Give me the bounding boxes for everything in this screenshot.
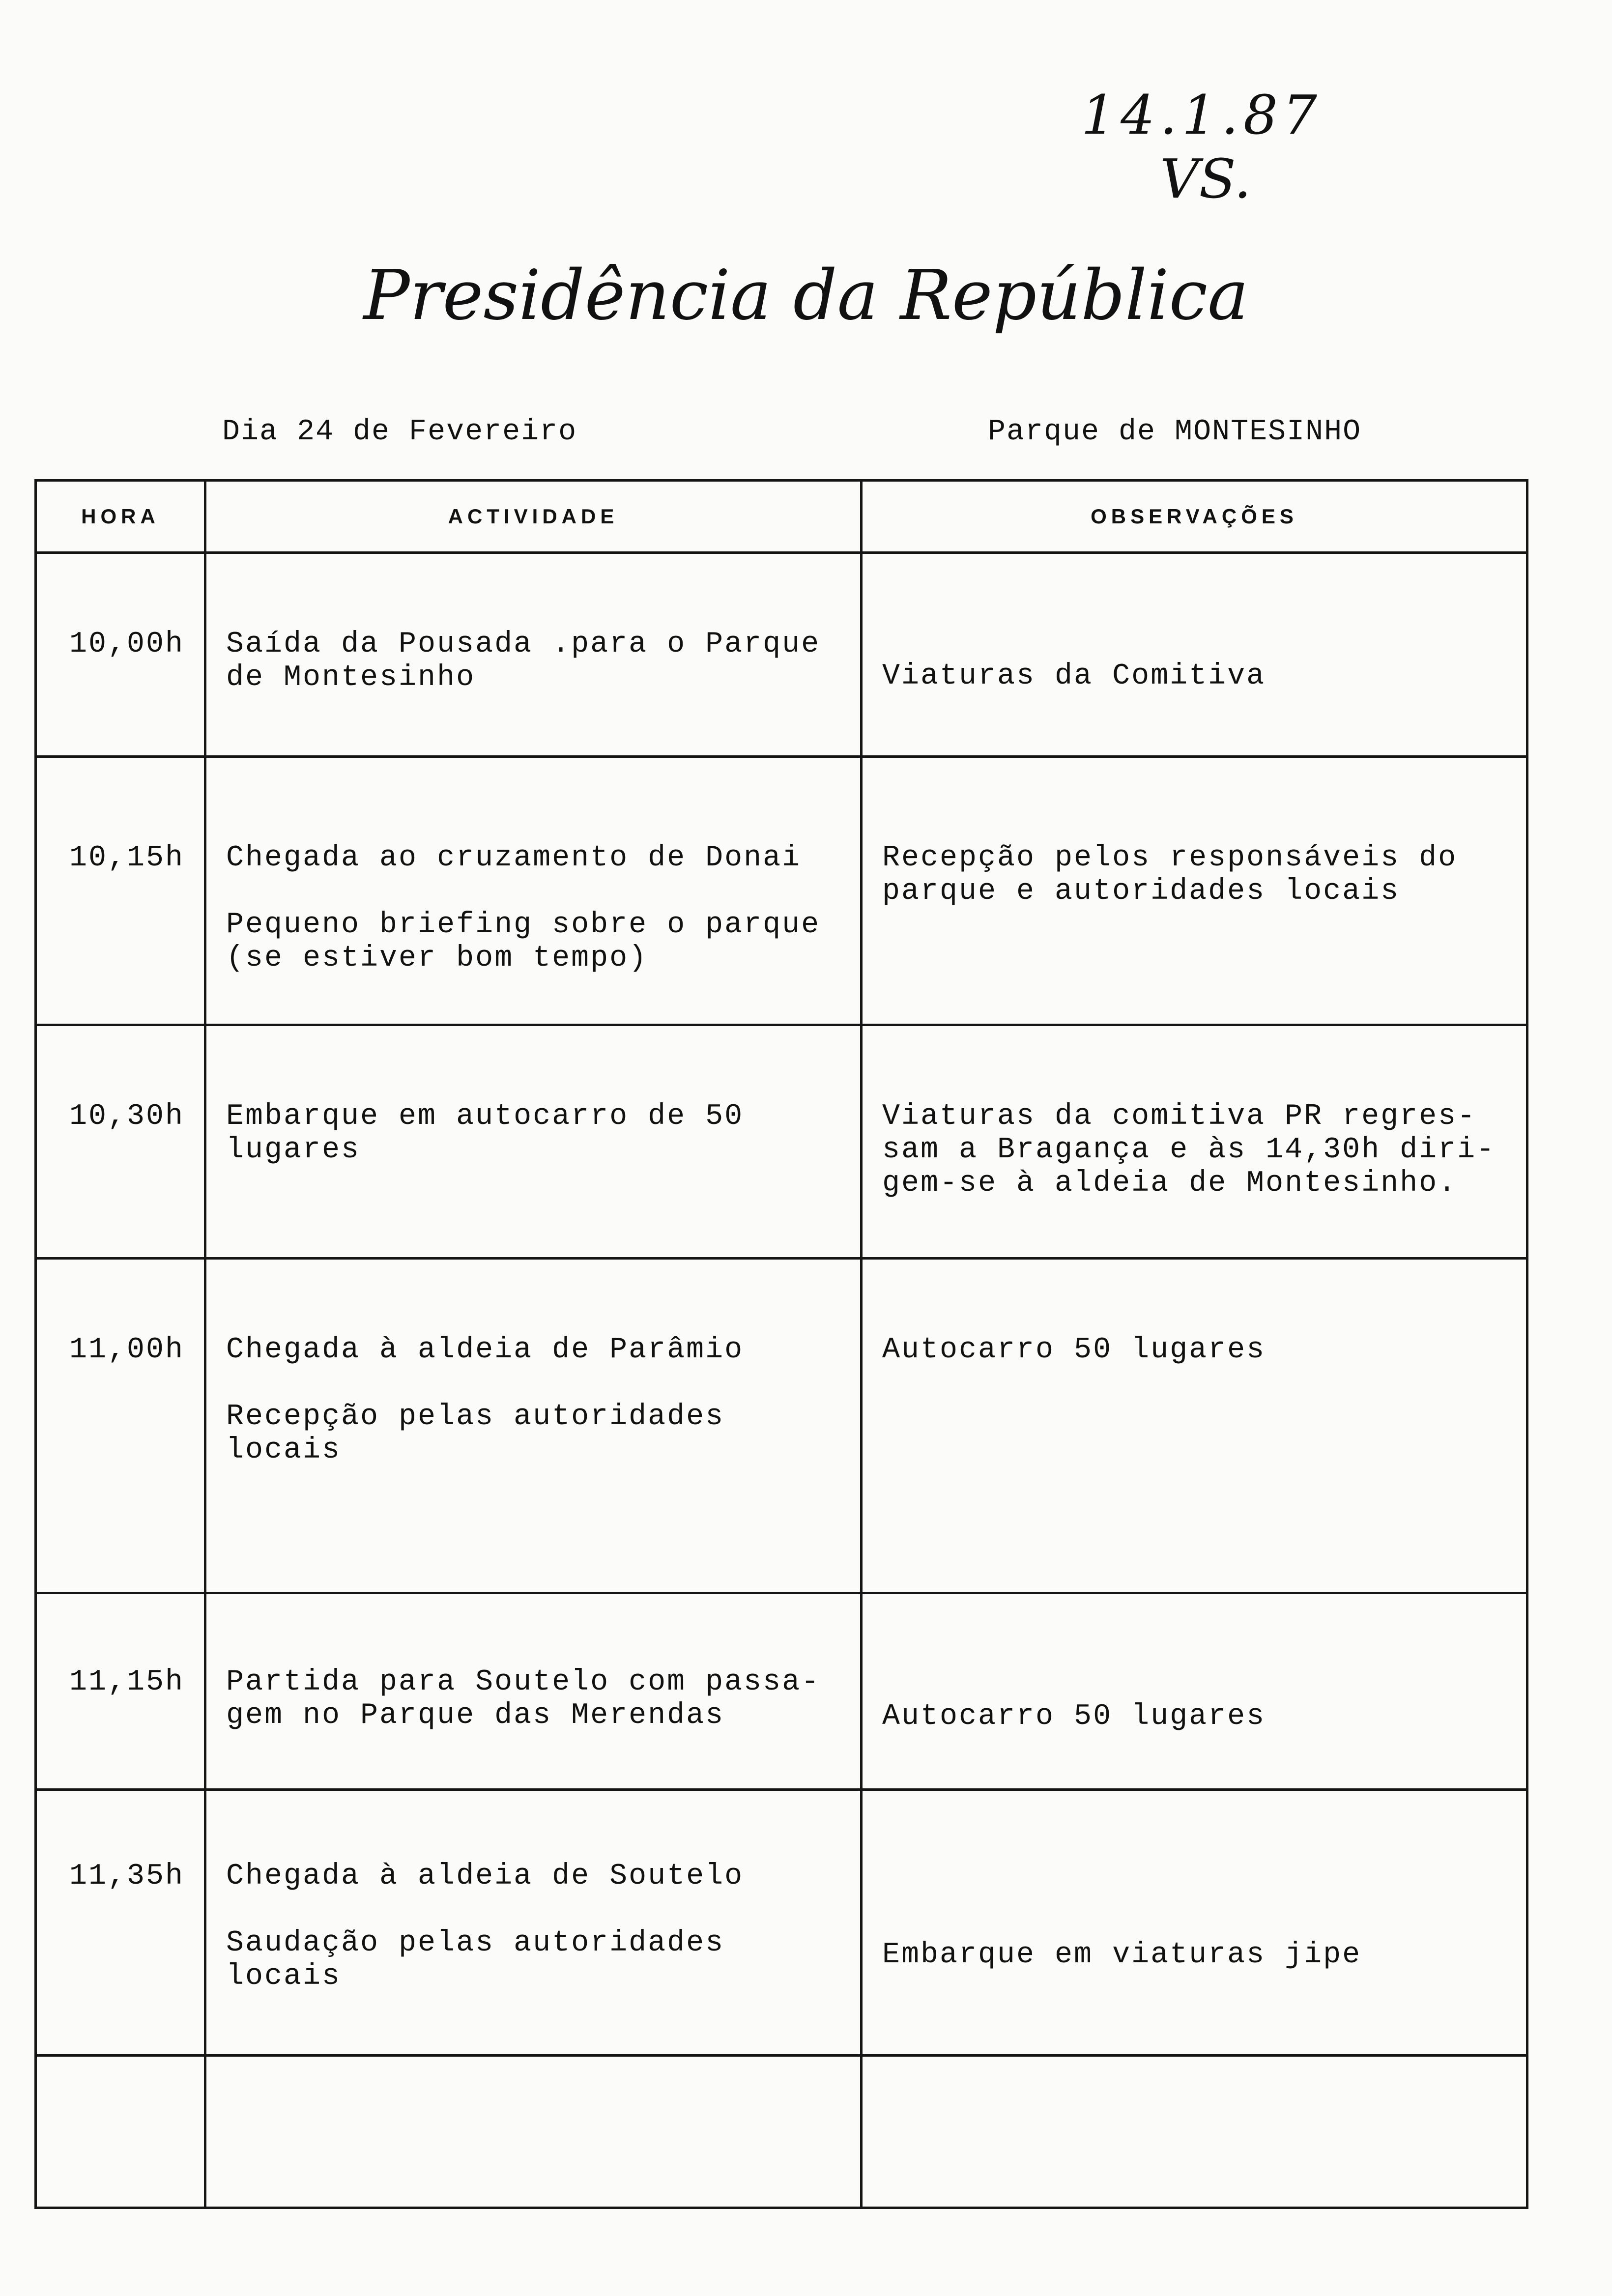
table-row bbox=[36, 757, 1527, 1025]
schedule-table bbox=[34, 479, 1528, 2209]
observation-cell bbox=[862, 1593, 1527, 1789]
activity-cell bbox=[205, 757, 862, 1025]
observation-cell bbox=[862, 1025, 1527, 1258]
observation-text: Recepção pelos responsáveis do parque e autoridades locais bbox=[882, 841, 1458, 909]
observation-cell bbox=[862, 1259, 1527, 1593]
activity-text: Partida para Soutelo com passa- gem no Parque das Merendas bbox=[226, 1665, 821, 1732]
time-cell: 11,15h bbox=[36, 1593, 205, 1789]
activity-text: Chegada à aldeia de Soutelo bbox=[226, 1860, 744, 1894]
activity-text: Saída da Pousada .para o Parque de Montesinho bbox=[226, 628, 821, 694]
activity-text: Chegada à aldeia de Parâmio bbox=[226, 1333, 744, 1367]
table-row bbox=[36, 1790, 1527, 2055]
column-header-hora: HORA bbox=[36, 481, 205, 553]
observation-text: Embarque em viaturas jipe bbox=[882, 1938, 1362, 1972]
paragraph-gap bbox=[226, 875, 850, 908]
activity-text: Embarque em autocarro de 50 lugares bbox=[226, 1099, 744, 1167]
table-row bbox=[36, 1025, 1527, 1258]
activity-cell bbox=[205, 553, 862, 757]
handwritten-date: 14.1.87 bbox=[1081, 84, 1322, 146]
observation-cell bbox=[862, 757, 1527, 1025]
time-cell: 10,30h bbox=[36, 1025, 205, 1258]
observation-text: Viaturas da Comitiva bbox=[882, 660, 1266, 693]
time-cell bbox=[36, 2055, 205, 2208]
activity-text: Pequeno briefing sobre o parque (se estiver bom tempo) bbox=[226, 908, 821, 976]
table-row bbox=[36, 553, 1527, 757]
activity-cell bbox=[205, 1593, 862, 1789]
time-cell: 11,00h bbox=[36, 1259, 205, 1593]
paragraph-gap bbox=[226, 1367, 850, 1400]
observation-text: Autocarro 50 lugares bbox=[882, 1333, 1266, 1367]
activity-text: Saudação pelas autoridades locais bbox=[226, 1926, 725, 1994]
table-row bbox=[36, 1259, 1527, 1593]
time-cell: 11,35h bbox=[36, 1790, 205, 2055]
time-cell: 10,00h bbox=[36, 553, 205, 757]
activity-text: Recepção pelas autoridades locais bbox=[226, 1400, 725, 1467]
table-header-row bbox=[36, 481, 1527, 553]
date-label: Dia 24 de Fevereiro bbox=[222, 415, 577, 449]
letterhead-title: Presidência da República bbox=[363, 256, 1249, 336]
activity-cell bbox=[205, 1790, 862, 2055]
activity-cell bbox=[205, 1025, 862, 1258]
column-header-actividade: ACTIVIDADE bbox=[205, 481, 862, 553]
handwritten-initials: VS. bbox=[1160, 147, 1251, 210]
table-row bbox=[36, 2055, 1527, 2208]
observation-text: Viaturas da comitiva PR regres- sam a Bragança e às 14,30h diri- gem-se à aldeia de Montesinho. bbox=[882, 1099, 1496, 1200]
paragraph-gap bbox=[226, 1893, 850, 1926]
observation-cell bbox=[862, 2055, 1527, 2208]
observation-cell bbox=[862, 553, 1527, 757]
activity-cell bbox=[205, 2055, 862, 2208]
observation-cell bbox=[862, 1790, 1527, 2055]
table-row bbox=[36, 1593, 1527, 1789]
activity-cell bbox=[205, 1259, 862, 1593]
activity-text: Chegada ao cruzamento de Donai bbox=[226, 841, 802, 875]
time-cell: 10,15h bbox=[36, 757, 205, 1025]
column-header-observacoes: OBSERVAÇÕES bbox=[862, 481, 1527, 553]
observation-text: Autocarro 50 lugares bbox=[882, 1699, 1266, 1733]
place-label: Parque de MONTESINHO bbox=[988, 415, 1362, 449]
